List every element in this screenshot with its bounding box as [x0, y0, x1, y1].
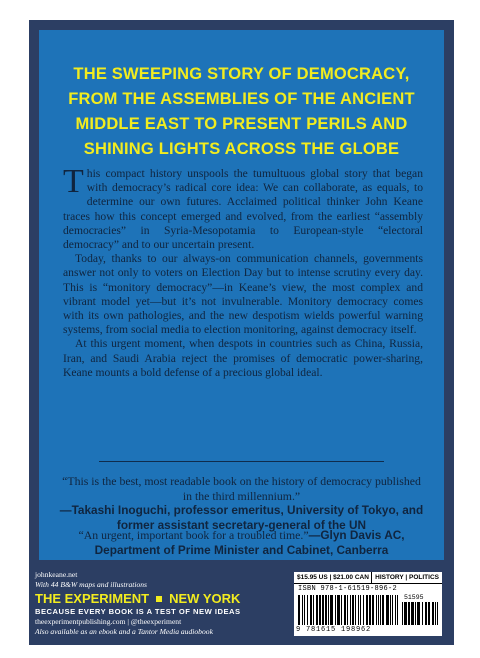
- maps-note: With 44 B&W maps and illustrations: [35, 579, 148, 589]
- publisher-logo: [35, 591, 290, 607]
- isbn: ISBN 978-1-61519-896-2: [298, 585, 398, 593]
- quote-text: “An urgent, important book for a troubled time.”: [78, 528, 309, 542]
- divider: [99, 461, 384, 462]
- description-paragraph: Today, thanks to our always-on communication channels, governments answer not only to voters on Election Day but to intense scrutiny every day. This is “monitory democracy”—in Keane’s view, the most complex and vibrant model yet—but it’s not invulnerable. Monitory democracy comes with its own pathologies, and the new despotism wields powerful warning systems, from social media to election monitoring, against democracy itself.: [63, 252, 423, 337]
- quote-attribution: —Glyn Davis AC, Department of Prime Minister and Cabinet, Canberra: [94, 528, 405, 557]
- author-website: johnkeane.net: [35, 570, 78, 579]
- quote-text: “This is the best, most readable book on the history of democracy published in the third millennium.”: [62, 474, 421, 503]
- headline-line: SHINING LIGHTS ACROSS THE GLOBE: [83, 140, 400, 158]
- headline-line: THE SWEEPING STORY OF DEMOCRACY,: [73, 65, 410, 83]
- publisher-contact: theexperimentpublishing.com | @theexperiment: [35, 617, 182, 626]
- blurb-quote: [59, 528, 424, 557]
- publisher-city: NEW YORK: [169, 591, 241, 606]
- blurb-quote: [59, 474, 424, 532]
- headline-line: FROM THE ASSEMBLIES OF THE ANCIENT: [68, 90, 415, 108]
- publisher-info: [35, 570, 290, 636]
- publisher-name: THE EXPERIMENT: [35, 591, 150, 606]
- price: $15.95 US | $21.00 CAN: [294, 572, 372, 583]
- addon-code: 51595: [404, 594, 424, 601]
- barcode-icon: [298, 595, 398, 625]
- description-paragraph: At this urgent moment, when despots in countries such as China, Russia, Iran, and Saudi Arabia reject the promises of democratic power-sharing, Keane mounts a bold defense of a precious global ideal.: [63, 337, 423, 379]
- drop-cap: T: [63, 163, 84, 200]
- headline-line: MIDDLE EAST TO PRESENT PERILS AND: [75, 115, 408, 133]
- ean-number: 9 781615 198962: [296, 626, 372, 634]
- blue-text-panel: [39, 30, 444, 560]
- square-icon: [156, 596, 162, 602]
- price-row: [294, 572, 442, 584]
- formats-note: Also available as an ebook and a Tantor Media audiobook: [35, 626, 213, 636]
- book-back-cover: [29, 20, 454, 645]
- paragraph-text: his compact history unspools the tumultuous global story that began with democracy’s radical core idea: We can collaborate, as equals, to determine our own futures. Acclaimed political thinker John Keane traces how this concept emerged and evolved, from the earliest “assembly democracies” in Syria-Mesopotamia to European-style “electoral democracy” and to our uncertain present.: [63, 167, 423, 252]
- description: [63, 163, 423, 380]
- category: HISTORY | POLITICS: [375, 574, 439, 581]
- description-paragraph: [63, 163, 423, 252]
- publisher-tagline: BECAUSE EVERY BOOK IS A TEST OF NEW IDEAS: [35, 607, 241, 616]
- headline: [53, 62, 430, 162]
- quote-attribution: —Takashi Inoguchi, professor emeritus, University of Tokyo, and former assistant secretary-general of the UN: [59, 503, 424, 532]
- barcode-label: [294, 572, 442, 636]
- addon-barcode-icon: [402, 602, 438, 625]
